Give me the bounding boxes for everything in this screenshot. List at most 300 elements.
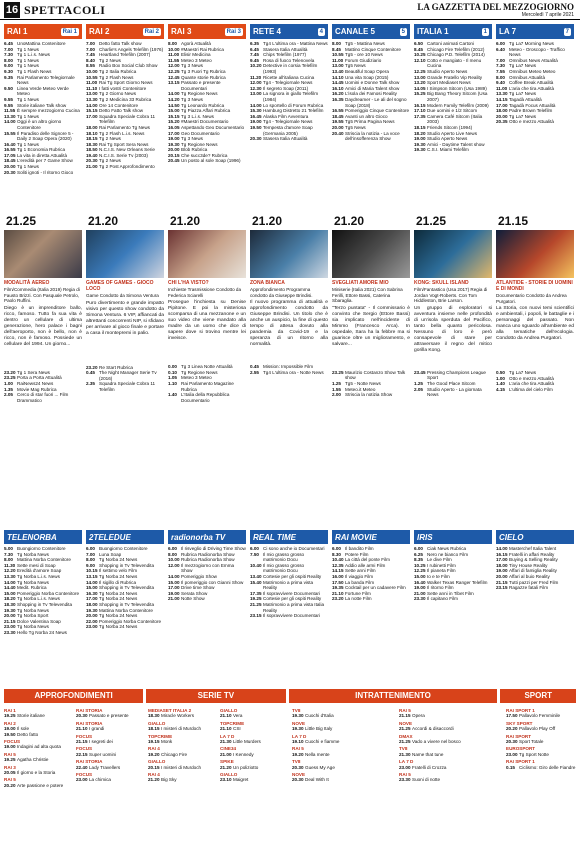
program-time: 13.30	[4, 573, 16, 579]
program-time: 13.00	[250, 91, 262, 97]
program-time: 21.00	[414, 590, 426, 596]
list-item	[86, 624, 164, 630]
program-time: 0.45	[250, 364, 259, 370]
channel-label: LA 7 D	[399, 759, 414, 765]
program-title: Meteo.it Meteo	[345, 386, 376, 392]
program-time: 20.00	[332, 124, 344, 130]
program-title: Avanti un altro Gioco	[345, 113, 388, 119]
program-time: 1.40	[496, 381, 505, 387]
program-time: 21.15	[399, 713, 411, 719]
program-time: 14.40	[4, 585, 16, 591]
channel-label: CINE34	[220, 746, 237, 752]
program-time: 13.40	[250, 573, 262, 579]
highlight-title: ATLANTIDE - STORIE DI UOMINI E DI MONDI	[496, 280, 573, 292]
program-title: Tg5 - Mattina News	[345, 41, 385, 46]
program-time: 15.55	[4, 130, 16, 136]
local-channel-header	[496, 530, 574, 544]
program-time: 8.55	[86, 63, 95, 69]
list-item	[506, 739, 580, 744]
schedule-list	[332, 544, 410, 684]
list-item	[496, 585, 574, 591]
program-time: 15.15	[86, 108, 98, 114]
program-title: Il segreto Soap (2011)	[263, 85, 309, 91]
program-title: Buying & Selling Reality	[509, 557, 558, 563]
list-item	[4, 732, 72, 737]
program-time: 14.50	[168, 102, 180, 108]
channel-name: RAI 2	[89, 27, 110, 36]
list-item	[220, 777, 288, 782]
program-time: 21.15	[4, 618, 16, 624]
list-item	[220, 752, 288, 757]
program-title: Sette anni in Tibet Film	[427, 590, 474, 596]
channel-label: TOPCRIME	[220, 720, 245, 726]
program-time: 6.00	[250, 546, 259, 551]
program-title: Chicago Fire Telefilm (2012)	[427, 46, 485, 52]
channel-label: GIALLO	[220, 708, 238, 713]
list-item	[4, 713, 72, 718]
program-time: 18.00	[86, 601, 98, 607]
program-title: Coffee Break Attualità	[509, 80, 554, 86]
program-time: 19.40	[86, 152, 98, 158]
program-time: 6.40	[496, 46, 505, 52]
channel-logo-icon: Rai 2	[144, 28, 159, 35]
program-time: 21.10	[220, 726, 232, 732]
program-time: 15.30	[250, 108, 262, 114]
highlight-image	[250, 230, 328, 278]
program-title: Pallavolo Femminile	[519, 713, 561, 719]
program-time: 13.00	[414, 74, 426, 80]
list-item	[220, 726, 288, 731]
local-channel-column	[168, 530, 246, 684]
program-time: 19.25	[4, 713, 16, 719]
highlight-time: 21.20	[252, 214, 283, 228]
program-title: Tg5 - Notte News	[345, 380, 381, 386]
program-title: Tg Norba 24 News	[99, 590, 138, 596]
program-title: Uomini e Donne Talk show	[345, 80, 400, 86]
program-title: Ciclismo: Giro delle Fiandre	[519, 764, 576, 770]
channel-label: FOCUS	[76, 733, 93, 739]
list-item	[332, 392, 410, 398]
program-time: 21.15	[76, 739, 88, 745]
local-channel-name: radionorba TV	[171, 532, 226, 542]
local-channel-header	[86, 530, 164, 544]
program-title: Name that tune	[412, 751, 444, 757]
program-title: Rubrica Radionorba Show	[181, 557, 235, 563]
program-title: Nero ne bianco Film	[427, 551, 469, 557]
program-title: Buongiorno Contenitore	[99, 546, 148, 551]
program-time: 19.30	[292, 713, 304, 719]
program-title: Chicago P.D. Telefilm (2014)	[427, 52, 485, 58]
program-title: Serata Show	[181, 590, 208, 596]
program-title: Tg 1 News	[17, 141, 39, 147]
program-time: 23.00	[86, 624, 98, 630]
program-title: Un poliziotto	[233, 764, 259, 770]
program-time: 23.20	[4, 369, 16, 375]
program-time: 7.30	[496, 63, 505, 69]
program-title: L'aria che tira Attualità	[509, 381, 555, 387]
program-time: 23.25	[332, 369, 344, 375]
local-channel-name: TELENORBA	[7, 532, 57, 542]
channel-label: RAI 5	[292, 746, 304, 752]
program-title: Pallavolo Play Off	[519, 726, 556, 732]
program-time: 14.00	[86, 102, 98, 108]
program-time: 13.00	[332, 63, 344, 69]
program-time: 7.50	[250, 551, 259, 557]
program-title: N.C.I.S. Serie Tv (2003)	[99, 152, 148, 158]
list-item	[168, 392, 246, 403]
program-title: Ore 14 Contenitore	[99, 102, 139, 108]
program-time: 18.50	[86, 147, 98, 153]
program-time: 10.00	[86, 68, 98, 74]
program-title: Il sopravvivere Documentari	[263, 590, 320, 596]
program-time: 11.00	[86, 80, 98, 86]
channel-label: RAI STORIA	[76, 708, 103, 713]
program-time: 16.15	[414, 102, 426, 108]
program-time: 9.45	[250, 57, 259, 63]
program-time: 4.15	[496, 386, 505, 392]
program-title: Porta a Porta Attualità	[17, 375, 62, 381]
list-item	[4, 75, 82, 86]
program-time: 17.10	[414, 108, 426, 114]
highlight-description: La Storia, con nuovi temi scientifici e ambientali, i popoli, le battaglie e i personaggi del passato. Non manca uno sguardo all'ambiente ed alla tematiche dell'ecologia. Condotto da Andrea Purgatori.	[496, 306, 574, 342]
list-item	[148, 713, 216, 718]
program-time: 20.30	[76, 713, 88, 719]
program-title: Tg La7 News	[509, 370, 537, 376]
list-item	[414, 58, 492, 69]
program-time: 13.30	[4, 113, 16, 119]
program-title: Aspettando Geo Documentario	[181, 124, 245, 130]
program-title: Studio Aperto News	[427, 68, 468, 74]
program-time: 6.00	[168, 546, 177, 551]
channel-column	[250, 24, 328, 438]
list-item	[292, 752, 395, 757]
program-title: Grande Fratello Vip Reality	[427, 74, 483, 80]
channel-logo-icon: 4	[319, 28, 323, 35]
program-title: Alaska Film Avventura	[263, 113, 309, 119]
program-title: Tg Norba Sport	[17, 613, 49, 619]
program-time: 6.50	[414, 41, 423, 46]
highlight-time: 21.25	[416, 214, 447, 228]
program-time: 13.15	[168, 80, 180, 86]
list-item	[399, 713, 502, 718]
program-title: Tg 2 Medicina 33 Rubrica	[99, 96, 152, 102]
program-title: Il Paradiso delle Signore 5 - Daily 2 Soap Opera (2020)	[17, 130, 74, 142]
list-item	[76, 739, 144, 744]
program-title: Il mezzogiorno con Emma Show	[181, 562, 235, 574]
program-title: RaiNews24 News	[17, 380, 54, 386]
program-title: Io e te Film	[427, 573, 450, 579]
program-title: Omnibus Attualità	[509, 74, 546, 80]
program-time: 7.30	[4, 551, 13, 557]
program-time: 14.15	[332, 568, 344, 574]
program-time: 16.15	[496, 551, 508, 557]
program-time: 9.50	[4, 85, 13, 91]
program-title: Drive time Show	[181, 585, 215, 591]
program-time: 19.20	[292, 751, 304, 757]
program-time: 19.00	[168, 136, 180, 142]
program-title: Linea Verde Meteo Verde Meteo	[17, 85, 69, 97]
list-item	[399, 752, 502, 757]
program-time: 23.45	[414, 369, 426, 375]
program-title: Addio alle armi Film	[345, 562, 386, 568]
highlight-title: SVEGLIATI AMORE MIO	[332, 280, 389, 286]
program-title: Pomeriggio Norba Contenitore	[17, 590, 80, 596]
list-item	[292, 739, 395, 744]
schedule-list	[4, 544, 82, 684]
channel-column	[4, 24, 82, 438]
program-title: Deal With It	[305, 777, 329, 783]
program-title: Tg 2 Flash L.i.s. News	[99, 130, 145, 136]
program-time: 18.15	[414, 124, 426, 130]
channel-name: CANALE 5	[335, 27, 376, 36]
channel-logo-icon: Rai 1	[62, 28, 77, 35]
program-title: Rubrica Radionorba Show	[181, 551, 235, 557]
program-time: 0.45	[86, 370, 95, 376]
program-title: Re Start Rubrica	[99, 364, 133, 370]
program-title: Pomeriggio Norba Contenitore	[99, 618, 162, 624]
program-title: Omnibus News Attualità	[509, 57, 558, 63]
program-title: Tg 1 News	[17, 164, 39, 170]
list-item	[220, 713, 288, 718]
program-time: 21.25	[399, 726, 411, 732]
list-item	[399, 777, 502, 782]
program-title: Tg 3 News	[181, 63, 203, 69]
program-title: Ciak News Rubrica	[427, 546, 467, 551]
list-item	[220, 765, 288, 770]
channel-logo-icon: 1	[483, 28, 487, 35]
program-title: Vera	[233, 713, 243, 719]
program-time: 7.00	[4, 46, 13, 52]
program-time: 20.20	[4, 782, 16, 788]
program-time: 23.00	[76, 777, 88, 783]
list-item	[168, 596, 246, 602]
program-title: Tg Norba News	[17, 607, 49, 613]
list-item	[86, 114, 164, 125]
list-item	[414, 370, 492, 381]
program-title: Rai Parlamento Tg News	[99, 124, 150, 130]
program-time: 19.00	[168, 590, 180, 596]
program-time: 19.50	[4, 731, 16, 737]
program-title: La vita in diretta Attualità	[17, 152, 68, 158]
program-title: Il ritorno Film	[427, 585, 454, 591]
program-title: Tg Norba 24 News	[99, 613, 138, 619]
channel-label: DMAX	[399, 733, 413, 739]
program-title: Eredità d'amore Soap	[17, 568, 62, 574]
program-time: 16.30	[86, 590, 98, 596]
program-title: Masterchef Italia Talent	[509, 546, 557, 551]
program-title: Tg 3 L.i.s. News	[181, 113, 214, 119]
list-item	[496, 119, 574, 125]
program-title: Padre Brown Telefilm	[509, 108, 553, 114]
program-title: Soliti ignoti - Il ritorno Gioco	[17, 169, 74, 175]
program-time: 1.00	[4, 380, 13, 386]
program-time: 16.10	[332, 85, 344, 91]
program-time: 21.15	[496, 579, 508, 585]
list-item	[496, 47, 574, 58]
list-item	[250, 580, 328, 591]
newspaper-title: LA GAZZETTA DEL MEZZOGIORNO	[417, 2, 574, 12]
channel-label: GIALLO	[148, 759, 166, 765]
program-time: 13.40	[332, 68, 344, 74]
program-title: Shopping in Tv Televendita	[17, 601, 72, 607]
program-time: 12.20	[4, 568, 16, 574]
program-time: 23.15	[250, 613, 262, 619]
list-item	[292, 777, 395, 782]
list-item	[292, 726, 395, 731]
program-title: Ci sono anche io Documentari	[263, 546, 325, 551]
channel-label: RAI SPORT	[506, 733, 532, 739]
program-time: 19.30	[86, 607, 98, 613]
schedule-list	[86, 39, 164, 211]
local-channel-header	[414, 530, 492, 544]
highlight-time: 21.20	[88, 214, 119, 228]
program-title: I segreti dei	[89, 739, 113, 745]
program-time: 6.00	[414, 546, 423, 551]
program-time: 1.05	[168, 375, 177, 381]
program-time: 20.30	[250, 136, 262, 142]
program-time: 15.00	[414, 573, 426, 579]
newspaper-date: Mercoledì 7 aprile 2021	[521, 12, 574, 18]
program-time: 19.00	[250, 119, 262, 125]
program-title: Maurizio Costanzo Show Talk show	[345, 369, 406, 381]
program-time: 8.00	[4, 557, 13, 563]
program-title: Sette mesi di Soap	[17, 562, 56, 568]
program-time: 16.55	[4, 147, 16, 153]
program-time: 17.00	[496, 557, 508, 563]
program-title: Miracle Workers	[161, 713, 195, 719]
program-title: Friends Sitcom (1994)	[427, 124, 473, 130]
program-title: Heartland Telefilm (2007)	[99, 52, 151, 58]
program-time: 23.10	[220, 777, 232, 783]
program-title: Cuochi d'Italia	[305, 713, 334, 719]
program-title: Meteo - Oroscopo - Traffico News	[509, 46, 565, 58]
program-time: 14.00	[4, 579, 16, 585]
program-time: 21.10	[220, 713, 232, 719]
program-time: 14.05	[414, 85, 426, 91]
program-time: 9.00	[86, 562, 95, 568]
program-title: Geo Documentario	[181, 130, 220, 136]
highlight-time: 21.20	[170, 214, 201, 228]
program-title: Big Sky	[161, 777, 177, 783]
program-title: Fratelli in affari Reality	[509, 551, 555, 557]
program-title: Mattina Norba Contenitore	[17, 557, 71, 563]
channel-label: RAI 5	[4, 751, 16, 757]
highlight-subtitle: Miniserie (Italia 2021) Con Sabrina Ferilli, Ettore Bassi, Caterina Sbaraglia.	[332, 287, 403, 304]
late-schedule-list	[414, 368, 492, 438]
program-title: Shopping in Tv Televendita	[99, 601, 154, 607]
list-item	[148, 765, 216, 770]
program-time: 20.00	[4, 164, 16, 170]
program-time: 7.00	[496, 57, 505, 63]
program-title: Medit. Rubrica	[17, 585, 47, 591]
program-title: Blob Rubrica	[181, 147, 208, 153]
local-channel-name: CIELO	[499, 532, 524, 542]
program-time: 7.00	[86, 41, 95, 46]
program-time: 12.00	[250, 80, 262, 86]
program-time: 21.00	[220, 751, 232, 757]
program-time: 23.15	[496, 585, 508, 591]
program-time: 8.00	[168, 551, 177, 557]
program-title: Matrimonio a prima vista Reality	[263, 579, 314, 591]
program-title: Lady Travellers	[89, 764, 121, 770]
list-item	[414, 387, 492, 398]
program-title: Tg Piazza Affari Rubrica	[181, 108, 231, 114]
program-time: 17.50	[506, 713, 518, 719]
program-title: Storie italiane Talk show	[17, 102, 67, 108]
program-title: Tg5 News	[345, 124, 366, 130]
local-channel-header	[332, 530, 410, 544]
program-title: Cocktail per un cadavere Film	[345, 585, 406, 591]
list-item	[332, 596, 410, 602]
program-title: Arte passione e potere	[17, 782, 64, 788]
program-title: Tagadà Focus Attualità	[509, 102, 556, 108]
program-time: 1.25	[414, 380, 423, 386]
program-title: Tg4 L'ultima ora - Notte News	[263, 369, 324, 375]
program-time: 19.25	[4, 757, 16, 763]
channel-header	[168, 24, 246, 39]
list-item	[414, 147, 492, 153]
program-time: 19.00	[4, 726, 16, 732]
program-title: Tg La7 Morning News	[509, 41, 554, 46]
program-title: Walker Texas Ranger Telefilm	[427, 579, 488, 585]
highlight-subtitle: Approfondimento Programma condotto da Giuseppe Brindisi.	[250, 287, 313, 298]
program-title: Sport Mediaset News	[427, 80, 471, 86]
program-time: 11.55	[168, 57, 180, 63]
program-title: Tg5 News	[345, 63, 366, 69]
program-title: Il sigillo di Rubrica	[99, 579, 137, 585]
program-title: Il mio grasso grosso matrimonio Docu	[263, 551, 305, 563]
program-time: 12.30	[250, 85, 262, 91]
program-time: 23.25	[4, 375, 16, 381]
program-time: 5.00	[4, 546, 13, 551]
program-title: Tg 1 News	[17, 96, 39, 102]
program-time: 21.00	[86, 164, 98, 170]
program-title: Guess My Age	[305, 764, 335, 770]
channel-label: NOVE	[292, 720, 306, 726]
program-time: 7.00	[86, 551, 95, 557]
channel-label: SKY SPORT	[506, 720, 533, 726]
program-title: Cerco di star fuori ... Film Drammatico	[17, 392, 69, 403]
program-title: Omnibus Meteo Meteo	[509, 68, 556, 74]
program-time: 8.40	[86, 57, 95, 63]
schedule-list	[86, 544, 164, 684]
program-time: 11.20	[250, 74, 262, 80]
program-time: 1.25	[332, 380, 341, 386]
program-title: Studio Aperto - La giornata News	[427, 386, 482, 398]
program-time: 20.00	[496, 573, 508, 579]
program-title: Notte Show	[181, 596, 205, 602]
program-title: Tg 3 Linea Notte Attualità	[181, 364, 233, 370]
local-channel-column	[4, 530, 82, 684]
program-title: Studio Aperto Live News	[427, 130, 478, 136]
program-title: Tg 2 News	[99, 158, 121, 164]
section-approfondimenti: APPROFONDIMENTI	[4, 689, 143, 703]
program-title: Pomeriggio Show	[181, 573, 218, 579]
local-channel-column	[332, 530, 410, 684]
list-item	[250, 91, 328, 102]
late-schedule-list	[332, 368, 410, 438]
program-title: Tg Norba 24 News	[99, 624, 138, 630]
program-time: 20.20	[506, 726, 518, 732]
program-title: Tg Norba L.i.s. News	[17, 573, 60, 579]
channel-label: TOPCRIME	[148, 733, 173, 739]
program-title: Il capitano Film	[427, 596, 458, 602]
highlight-description: Prosegue l'inchiesta su Denise Pipitone. E poi la misteriosa scomparsa di una mezzanone e un suo video che viene mandato alla madre da un uomo che dice di sapere dove si trovino mentre lei inveisce.	[168, 300, 246, 342]
local-channel-name: REAL TIME	[253, 532, 296, 542]
program-time: 10.40	[250, 562, 262, 568]
program-time: 11.00	[332, 57, 344, 63]
channel-header	[496, 24, 574, 39]
